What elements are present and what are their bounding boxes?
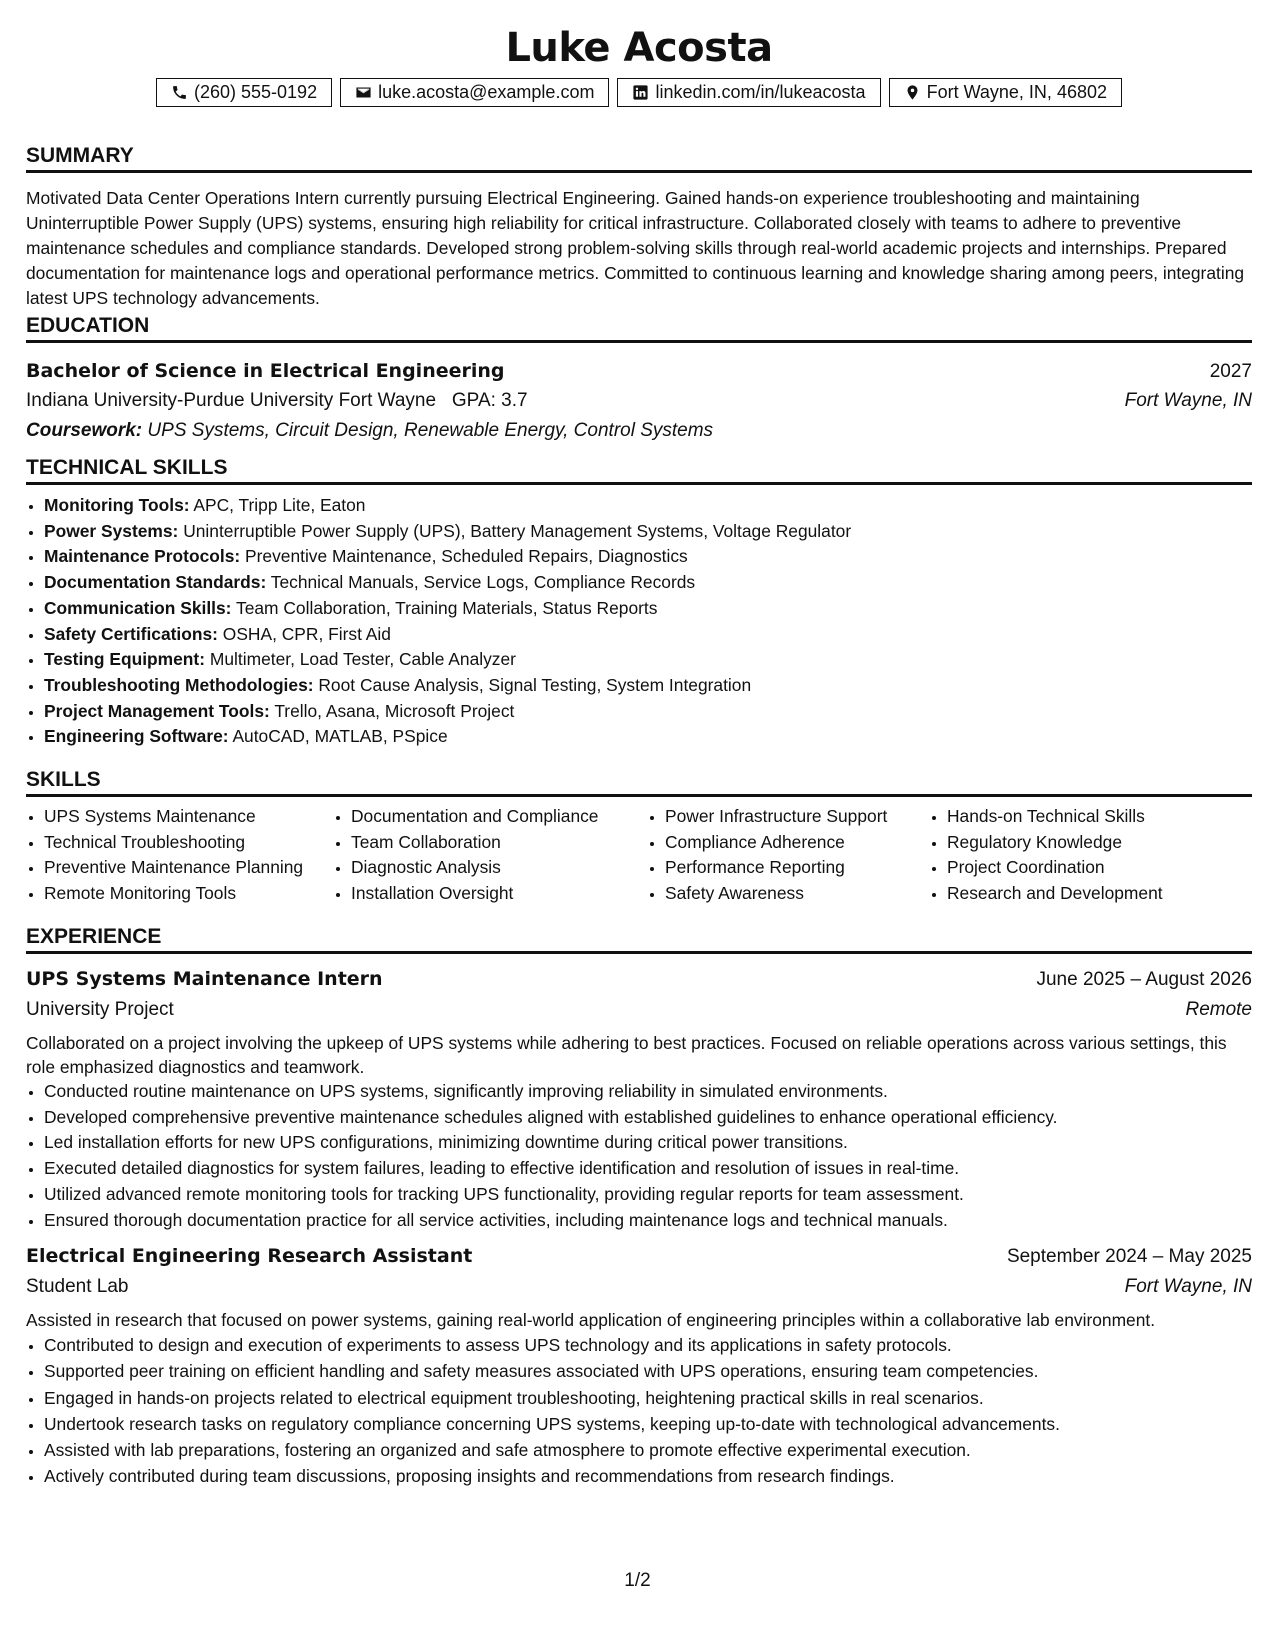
- summary-section: [26, 186, 1252, 311]
- contact-phone[interactable]: [156, 78, 332, 107]
- list-item: • Hands-on Technical Skills: [947, 804, 1247, 830]
- page-number: 1/2: [624, 1570, 651, 1591]
- list-item: • Developed comprehensive preventive maintenance schedules aligned with established guidelines to enhance operational efficiency.: [44, 1105, 1252, 1131]
- summary-text: Motivated Data Center Operations Intern currently pursuing Electrical Engineering. Gained hands-on experience troubleshooting and maintaining Uninterruptible Power Supply (UPS) systems, ensuring high reliability for critical infrastructure. Collaborated closely with teams to adhere to preventive maintenance schedules and compliance standards. Developed strong problem-solving skills through real-world academic projects and internships. Prepared documentation for maintenance logs and operational performance metrics. Committed to continuous learning and knowledge sharing among peers, integrating latest UPS technology advancements.: [26, 188, 1245, 308]
- skills-column-1: [26, 804, 333, 907]
- list-item: • Documentation Standards: Technical Manuals, Service Logs, Compliance Records: [44, 570, 1252, 596]
- gpa: GPA: 3.7: [451, 390, 528, 411]
- list-item: • Compliance Adherence: [665, 830, 929, 856]
- list-item: • Remote Monitoring Tools: [44, 881, 333, 907]
- job-title: Electrical Engineering Research Assistant: [26, 1245, 473, 1267]
- job-entry: [26, 1245, 1252, 1490]
- experience-heading: EXPERIENCE: [26, 923, 1252, 954]
- candidate-name: Luke Acosta: [505, 25, 773, 71]
- job-bullets: [26, 1079, 1252, 1233]
- job-entry: [26, 968, 1252, 1233]
- coursework-line: [26, 420, 1252, 450]
- technical-skills-section: [26, 493, 1252, 750]
- list-item: • Installation Oversight: [351, 881, 647, 907]
- job-location: Fort Wayne, IN: [1124, 1276, 1252, 1297]
- list-item: • Engaged in hands-on projects related to electrical equipment troubleshooting, heightening practical skills in real scenarios.: [44, 1385, 1252, 1411]
- list-item: • Communication Skills: Team Collaboration, Training Materials, Status Reports: [44, 596, 1252, 622]
- list-item: • Safety Awareness: [665, 881, 929, 907]
- skills-heading: SKILLS: [26, 766, 1252, 797]
- coursework-label: Coursework:: [26, 420, 143, 441]
- skills-section: [26, 804, 1252, 907]
- list-item: • Monitoring Tools: APC, Tripp Lite, Eaton: [44, 493, 1252, 519]
- job-org: Student Lab: [26, 1276, 129, 1297]
- job-dates: June 2025 – August 2026: [1036, 969, 1252, 990]
- linkedin-text: linkedin.com/in/lukeacosta: [655, 82, 866, 102]
- phone-text: (260) 555-0192: [193, 82, 318, 102]
- contact-email[interactable]: [340, 78, 609, 107]
- resume-page: [26, 0, 1252, 1487]
- skills-column-2: [333, 804, 647, 907]
- list-item: • Troubleshooting Methodologies: Root Cause Analysis, Signal Testing, System Integration: [44, 673, 1252, 699]
- location-text: Fort Wayne, IN, 46802: [926, 82, 1107, 102]
- job-description: Collaborated on a project involving the upkeep of UPS systems while adhering to best practices. Focused on reliable operations across various settings, this role emphasized diagnostics and teamwork.: [26, 1033, 1227, 1077]
- technical-skills-heading: TECHNICAL SKILLS: [26, 454, 1252, 485]
- list-item: • Project Coordination: [947, 855, 1247, 881]
- contact-location: [889, 78, 1122, 107]
- list-item: • Maintenance Protocols: Preventive Maintenance, Scheduled Repairs, Diagnostics: [44, 544, 1252, 570]
- list-item: • Undertook research tasks on regulatory compliance concerning UPS systems, keeping up-to-date with technological advancements.: [44, 1411, 1252, 1437]
- education-section: [26, 360, 1252, 450]
- contact-bar: [26, 78, 1252, 107]
- coursework-list: UPS Systems, Circuit Design, Renewable Energy, Control Systems: [147, 420, 714, 441]
- list-item: • UPS Systems Maintenance: [44, 804, 333, 830]
- school-line: [26, 390, 528, 412]
- list-item: • Power Systems: Uninterruptible Power Supply (UPS), Battery Management Systems, Voltage Regulator: [44, 519, 1252, 545]
- list-item: • Team Collaboration: [351, 830, 647, 856]
- list-item: • Diagnostic Analysis: [351, 855, 647, 881]
- list-item: • Ensured thorough documentation practice for all service activities, including maintenance logs and technical manuals.: [44, 1208, 1252, 1234]
- graduation-year: 2027: [1209, 361, 1252, 382]
- list-item: • Executed detailed diagnostics for system failures, leading to effective identification and resolution of issues in real-time.: [44, 1156, 1252, 1182]
- list-item: • Power Infrastructure Support: [665, 804, 929, 830]
- job-description: Assisted in research that focused on power systems, gaining real-world application of engineering principles within a collaborative lab environment.: [26, 1310, 1156, 1330]
- list-item: • Documentation and Compliance: [351, 804, 647, 830]
- list-item: • Testing Equipment: Multimeter, Load Tester, Cable Analyzer: [44, 647, 1252, 673]
- list-item: • Regulatory Knowledge: [947, 830, 1247, 856]
- skills-column-3: [647, 804, 929, 907]
- list-item: • Conducted routine maintenance on UPS systems, significantly improving reliability in simulated environments.: [44, 1079, 1252, 1105]
- list-item: • Actively contributed during team discussions, proposing insights and recommendations from research findings.: [44, 1463, 1252, 1489]
- degree-title: Bachelor of Science in Electrical Engineering: [26, 360, 505, 382]
- job-bullets: [26, 1332, 1252, 1490]
- linkedin-icon: [632, 84, 649, 101]
- job-dates: September 2024 – May 2025: [1006, 1246, 1252, 1267]
- list-item: • Project Management Tools: Trello, Asana, Microsoft Project: [44, 699, 1252, 725]
- phone-icon: [171, 84, 188, 101]
- job-title: UPS Systems Maintenance Intern: [26, 968, 383, 990]
- list-item: • Utilized advanced remote monitoring tools for tracking UPS functionality, providing regular reports for team assessment.: [44, 1182, 1252, 1208]
- map-pin-icon: [904, 84, 921, 101]
- list-item: • Safety Certifications: OSHA, CPR, First Aid: [44, 622, 1252, 648]
- list-item: • Research and Development: [947, 881, 1247, 907]
- technical-skills-list: [26, 493, 1252, 750]
- education-heading: EDUCATION: [26, 312, 1252, 343]
- school-name: Indiana University-Purdue University Fort Wayne: [26, 390, 437, 411]
- list-item: • Contributed to design and execution of experiments to assess UPS technology and its applications in safety protocols.: [44, 1332, 1252, 1358]
- list-item: • Performance Reporting: [665, 855, 929, 881]
- school-location: Fort Wayne, IN: [1124, 390, 1252, 411]
- list-item: • Engineering Software: AutoCAD, MATLAB, PSpice: [44, 724, 1252, 750]
- list-item: • Assisted with lab preparations, fostering an organized and safe atmosphere to promote effective experimental execution.: [44, 1437, 1252, 1463]
- job-org: University Project: [26, 999, 174, 1020]
- email-text: luke.acosta@example.com: [378, 82, 595, 102]
- list-item: • Preventive Maintenance Planning: [44, 855, 333, 881]
- list-item: • Led installation efforts for new UPS configurations, minimizing downtime during critical power transitions.: [44, 1130, 1252, 1156]
- contact-linkedin[interactable]: [617, 78, 880, 107]
- summary-heading: SUMMARY: [26, 142, 1252, 173]
- envelope-icon: [355, 84, 372, 101]
- skills-column-4: [929, 804, 1247, 907]
- list-item: • Supported peer training on efficient handling and safety measures associated with UPS operations, ensuring team competencies.: [44, 1358, 1252, 1384]
- job-location: Remote: [1185, 999, 1252, 1020]
- list-item: • Technical Troubleshooting: [44, 830, 333, 856]
